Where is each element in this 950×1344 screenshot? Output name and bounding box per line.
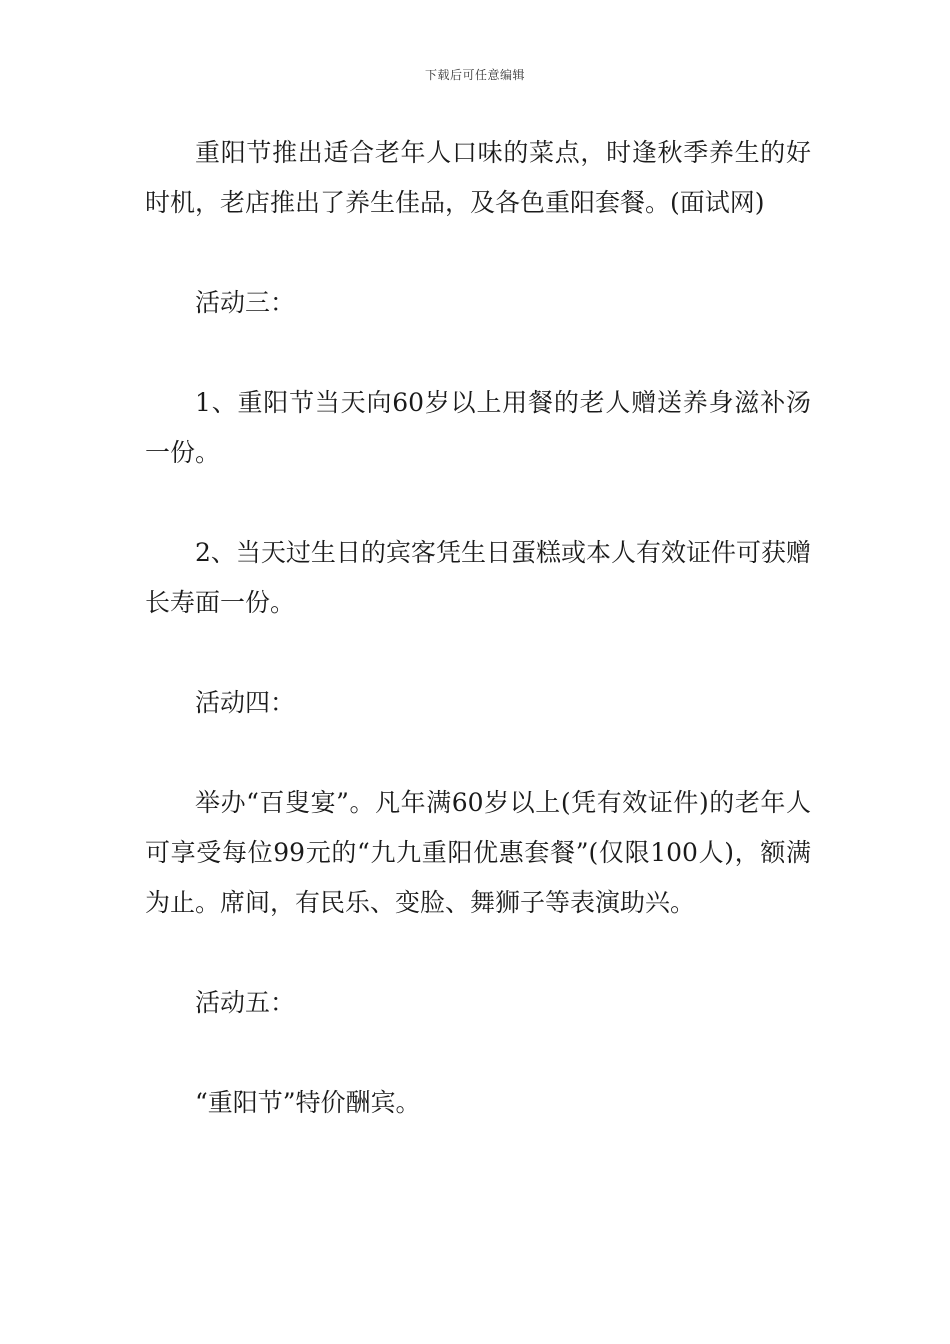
paragraph-activity-four: 举办“百叟宴”。凡年满60岁以上(凭有效证件)的老年人可享受每位99元的“九九重阳优惠套餐”(仅限100人)，额满为止。席间，有民乐、变脸、舞狮子等表演助兴。 bbox=[145, 788, 811, 917]
paragraph-activity-five: “重阳节”特价酬宾。 bbox=[195, 1088, 421, 1117]
paragraph-intro: 重阳节推出适合老年人口味的菜点，时逢秋季养生的好时机，老店推出了养生佳品，及各色重阳套餐。(面试网) bbox=[145, 138, 811, 217]
heading-activity-three: 活动三： bbox=[195, 288, 296, 317]
heading-activity-five: 活动五： bbox=[195, 988, 296, 1017]
header-note: 下载后可任意编辑 bbox=[424, 68, 525, 82]
document-body bbox=[145, 128, 811, 1128]
heading-activity-four: 活动四： bbox=[195, 688, 296, 717]
paragraph-activity-three-item-2: 2、当天过生日的宾客凭生日蛋糕或本人有效证件可获赠长寿面一份。 bbox=[145, 538, 811, 617]
paragraph-activity-three-item-1: 1、重阳节当天向60岁以上用餐的老人赠送养身滋补汤一份。 bbox=[145, 388, 811, 467]
